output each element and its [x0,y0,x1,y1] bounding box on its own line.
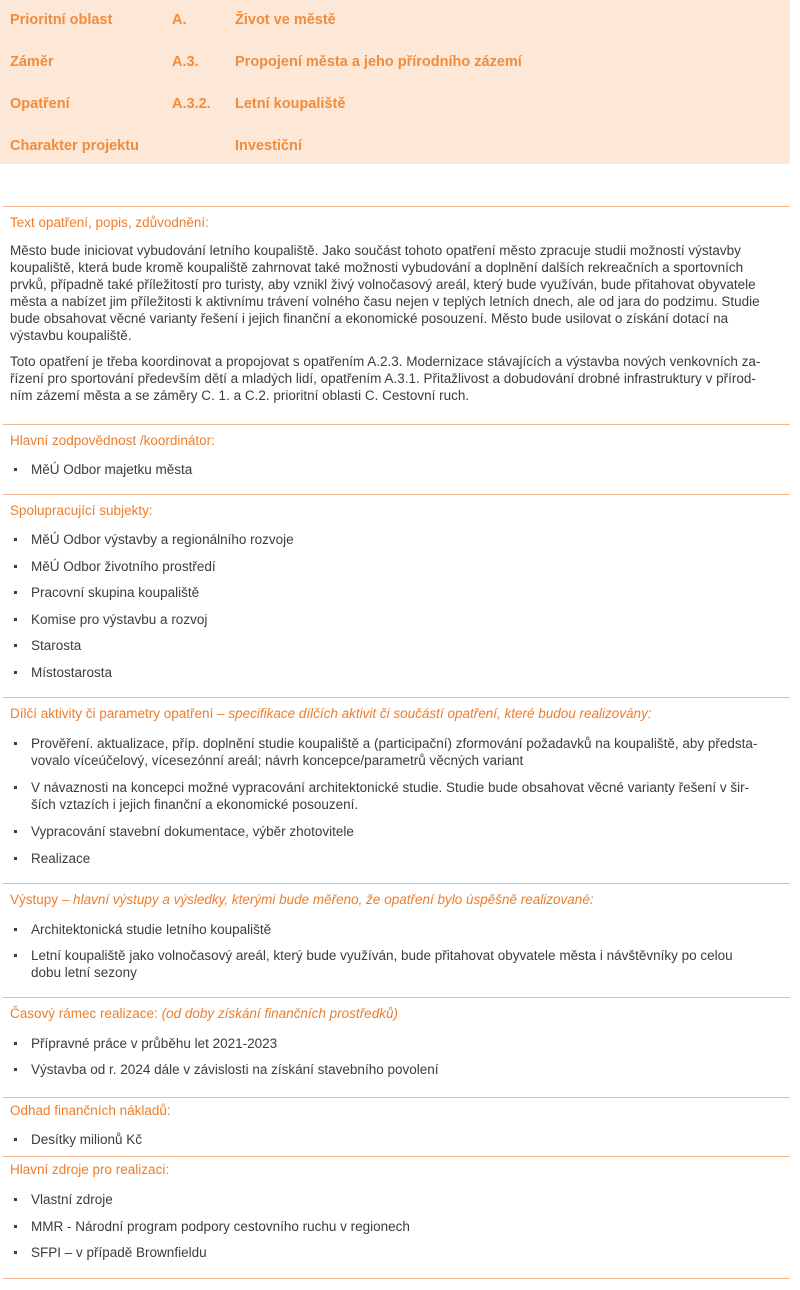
bullet-icon [14,742,17,745]
text-line: Město bude iniciovat vybudování letního koupaliště. Jako součást tohoto opatření město zpracuje studii možností výstavby [10,243,741,258]
header-row-character [0,138,790,158]
description-paragraph-1 [10,242,785,344]
activities-title: Dílčí aktivity či parametry opatření [10,706,214,721]
section-title: Hlavní zodpovědnost /koordinátor: [10,433,215,448]
bullet-icon [14,1138,17,1141]
section-outputs: Výstupy – hlavní výstupy a výsledky, kterými bude měřeno, že opatření bylo úspěšně realizované: Architektonická studie letního koupaliště Letní koupaliště jako volnočasový areál, který bude využíván, bude přitahovat obyvatele města i návštěvníky po celou dobu letní sezony [3,883,790,998]
bullet-icon [14,644,17,647]
section-timeframe: Časový rámec realizace: (od doby získání finančních prostředků) Přípravné práce v průběhu let 2021-2023 Výstavba od r. 2024 dále v závislosti na získání stavebního povolení [3,997,790,1098]
description-paragraph-2 [10,353,785,404]
bullet-icon [14,565,17,568]
bullet-icon [14,830,17,833]
text-line: bude obsahovat věcné varianty řešení i jejich finanční a ekonomické posouzení. Město bude usilovat o získání dotací na [10,311,729,326]
timeframe-subtitle: (od doby získání finančních prostředků) [161,1006,398,1021]
activities-subtitle: – specifikace dílčích aktivit či součástí opatření, které budou realizovány: [217,706,652,721]
section-description [3,206,790,425]
text-line: města a nabízet jim příležitosti k aktivnímu trávení volného času nejen v teplých letních dnech, ale od jara do podzimu. Studie [10,294,760,309]
section-title: Spolupracující subjekty: [10,503,153,518]
section-responsibility: Hlavní zodpovědnost /koordinátor: MěÚ Odbor majetku města [3,424,790,495]
bullet-icon [14,1198,17,1201]
header-code: A. [172,12,187,28]
header-code: A.3.2. [172,96,211,112]
bullet-icon [14,928,17,931]
header-label: Opatření [10,96,70,112]
section-partners: Spolupracující subjekty: MěÚ Odbor výstavby a regionálního rozvoje MěÚ Odbor životního prostředí Pracovní skupina koupaliště Komise pro výstavbu a rozvoj Starosta Místostarosta [3,494,790,698]
section-title: Odhad finančních nákladů: [10,1103,171,1118]
bullet-icon [14,954,17,957]
header-label: Charakter projektu [10,138,139,154]
section-title [10,892,594,907]
section-activities: Dílčí aktivity či parametry opatření – specifikace dílčích aktivit či součástí opatření, které budou realizovány: Prověření. aktualizace, příp. doplnění studie koupaliště a (participační) zformování požadavků na koupaliště, aby předsta- vovalo víceúčelový, vícesezónní areál; návrh koncepce/parametrů věcných variant V návaznosti na koncepci možné vypracování architektonické studie. Studie bude obsahovat věcné varianty řešení v šir- ších vztazích i jejich finanční a ekonomické posouzení. Vypracování stavební dokumentace, výběr zhotovitele Realizace [3,697,790,884]
header-value: Propojení města a jeho přírodního zázemí [235,54,522,70]
section-title: Hlavní zdroje pro realizaci: [10,1162,170,1177]
header-label: Prioritní oblast [10,12,113,28]
bullet-icon [14,1251,17,1254]
bullet-icon [14,591,17,594]
bullet-icon [14,857,17,860]
header-code: A.3. [172,54,199,70]
bullet-icon [14,1068,17,1071]
outputs-title: Výstupy [10,892,59,907]
bullet-icon [14,468,17,471]
section-costs: Odhad finančních nákladů: Desítky milionů Kč [3,1097,790,1157]
header-value: Život ve městě [235,12,336,28]
section-title [10,706,652,721]
bottom-divider [3,1278,790,1279]
text-line: řízení pro sportování především dětí a mladých lidí, opatřením A.3.1. Přitažlivost a dobudování drobné infrastruktury v přírod- [10,371,756,386]
header-value: Investiční [235,138,302,154]
bullet-icon [14,618,17,621]
text-line: výstavbu koupaliště. [10,328,132,343]
header-row-priority [0,12,790,32]
section-title [10,1006,398,1021]
text-line: koupaliště, která bude kromě koupaliště zahrnovat také možnosti vybudování a doplnění dalších rekreačních a sportovních [10,260,744,275]
timeframe-title: Časový rámec realizace: [10,1006,158,1021]
header-panel [0,0,790,164]
text-line: ním zázemí města a se záměry C. 1. a C.2. prioritní oblasti C. Cestovní ruch. [10,388,470,403]
header-row-measure [0,96,790,116]
header-row-intent [0,54,790,74]
text-line: prvků, případně také příležitostí pro turisty, aby vznikl živý volnočasový areál, který bude využíván, bude přitahovat obyvatele [10,277,756,292]
outputs-subtitle: – hlavní výstupy a výsledky, kterými bude měřeno, že opatření bylo úspěšně realizované: [61,892,594,907]
header-label: Záměr [10,54,54,70]
section-sources: Hlavní zdroje pro realizaci: Vlastní zdroje MMR - Národní program podpory cestovního ruchu v regionech SFPI – v případě Brownfieldu [3,1156,790,1279]
header-value: Letní koupaliště [235,96,346,112]
bullet-icon [14,1225,17,1228]
bullet-icon [14,538,17,541]
bullet-icon [14,786,17,789]
bullet-icon [14,671,17,674]
bullet-icon [14,1042,17,1045]
section-title: Text opatření, popis, zdůvodnění: [10,215,209,230]
text-line: Toto opatření je třeba koordinovat a propojovat s opatřením A.2.3. Modernizace stávajících a výstavba nových venkovních za- [10,354,761,369]
